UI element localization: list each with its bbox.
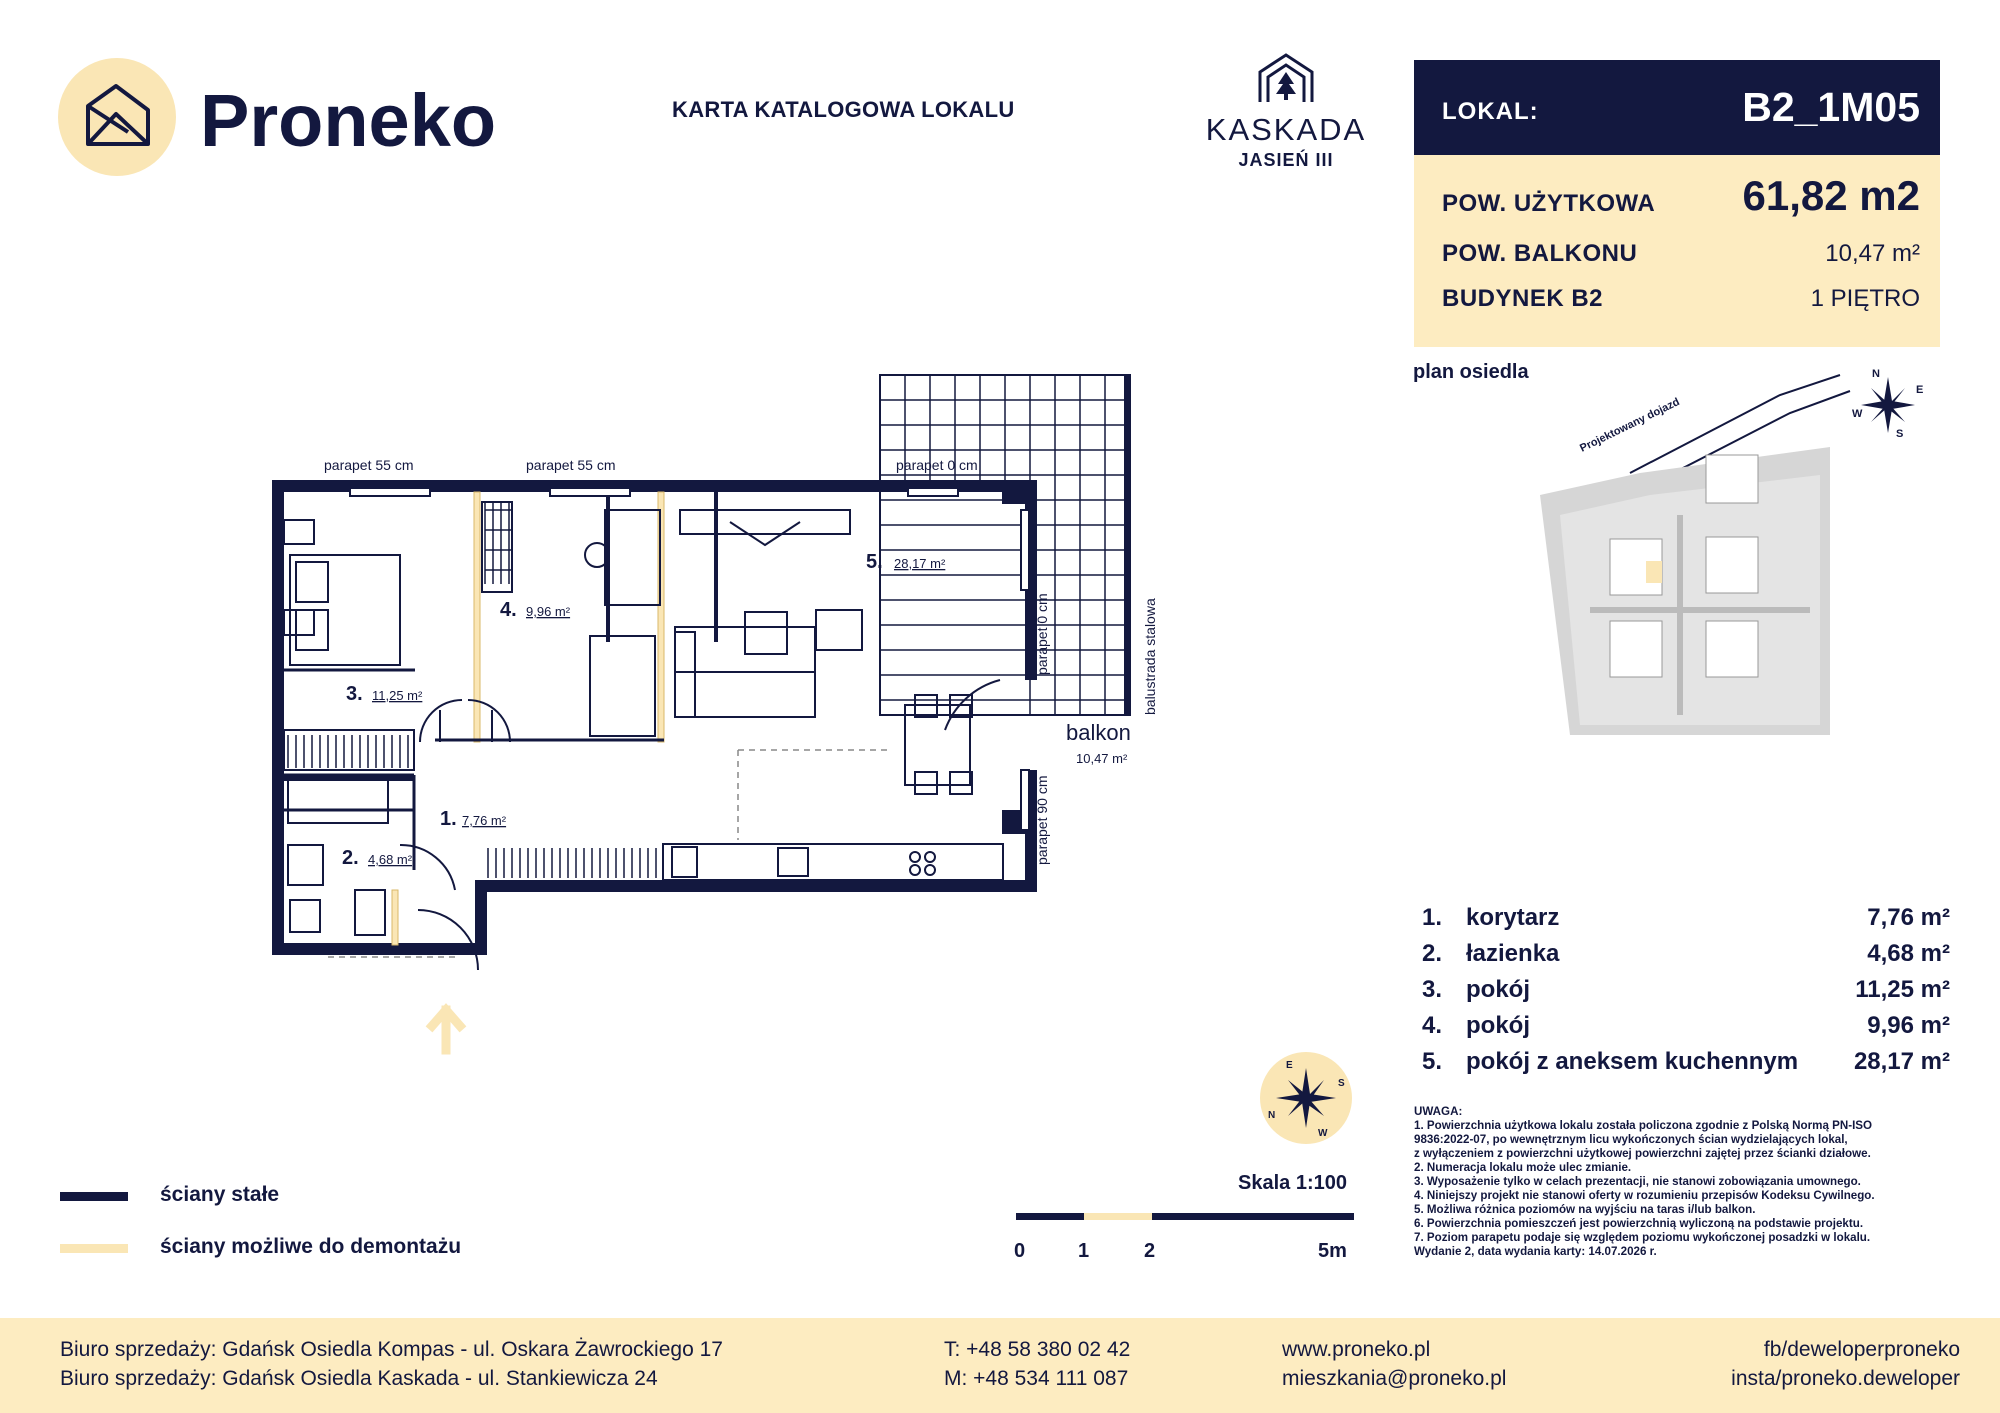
footer bbox=[0, 1318, 2000, 1413]
footer-instagram-link[interactable]: insta/proneko.deweloper bbox=[1731, 1367, 1960, 1390]
room-1-number: 1. bbox=[440, 808, 457, 830]
estate-subtitle: JASIEŃ III bbox=[1238, 150, 1334, 170]
footer-phone-2[interactable]: M: +48 534 111 087 bbox=[944, 1367, 1129, 1390]
note-line: Wydanie 2, data wydania karty: 14.07.2026 r. bbox=[1414, 1245, 1657, 1258]
room-3-area: 11,25 m² bbox=[372, 688, 423, 703]
room-list-name: łazienka bbox=[1466, 940, 1560, 967]
room-5-area: 28,17 m² bbox=[894, 556, 946, 571]
notes-block bbox=[1414, 1105, 1942, 1259]
brand-logo bbox=[58, 58, 176, 176]
room-1-area: 7,76 m² bbox=[462, 813, 507, 828]
room-list-name: pokój z aneksem kuchennym bbox=[1466, 1048, 1799, 1075]
parapet-label: parapet 0 cm bbox=[896, 457, 978, 473]
site-road-label: Projektowany dojazd bbox=[1578, 395, 1682, 455]
room-5-number: 5. bbox=[866, 551, 883, 573]
legend-removable-label: ściany możliwe do demontażu bbox=[160, 1235, 462, 1258]
unit-card-body bbox=[1414, 155, 1940, 347]
site-compass-w: W bbox=[1852, 408, 1863, 420]
room-list-area: 7,76 m² bbox=[1867, 904, 1950, 931]
scale-tick: 5m bbox=[1318, 1240, 1347, 1262]
room-list-item bbox=[1422, 940, 1950, 976]
scale-tick: 0 bbox=[1014, 1240, 1026, 1262]
legend-removable-swatch bbox=[60, 1244, 128, 1253]
site-building bbox=[1706, 537, 1758, 593]
compass-n: N bbox=[1268, 1110, 1276, 1121]
site-compass-s: S bbox=[1896, 428, 1904, 440]
entrance-arrow-icon bbox=[432, 1010, 460, 1050]
house-logo-icon bbox=[58, 58, 176, 176]
site-compass-e: E bbox=[1916, 384, 1924, 396]
room-2-area: 4,68 m² bbox=[368, 852, 413, 867]
footer-office-1: Biuro sprzedaży: Gdańsk Osiedla Kompas - ul. Oskara Żawrockiego 17 bbox=[60, 1338, 723, 1361]
note-line: 5. Możliwa różnica poziomów na wyjściu na taras i/lub balkon. bbox=[1414, 1203, 1756, 1216]
room-4-area: 9,96 m² bbox=[526, 604, 571, 619]
room-3-number: 3. bbox=[346, 683, 363, 705]
room-list-item bbox=[1422, 1012, 1950, 1048]
footer-office-2: Biuro sprzedaży: Gdańsk Osiedla Kaskada - ul. Stankiewicza 24 bbox=[60, 1367, 658, 1390]
room-2-number: 2. bbox=[342, 847, 359, 869]
parapet-label: parapet 0 cm bbox=[1034, 593, 1050, 675]
compass-w: W bbox=[1318, 1128, 1328, 1139]
footer-phone-1[interactable]: T: +48 58 380 02 42 bbox=[944, 1338, 1131, 1361]
compass-s: S bbox=[1338, 1078, 1345, 1089]
room-list-item bbox=[1422, 1048, 1950, 1084]
balcony-area: 10,47 m² bbox=[1076, 751, 1128, 766]
note-line: 9836:2022-07, po wewnętrznym licu wykończonych ścian wydzielających lokal, bbox=[1414, 1133, 1848, 1146]
room-list-number: 1. bbox=[1422, 904, 1443, 931]
unit-card-header bbox=[1414, 60, 1940, 155]
usable-area-label: POW. UŻYTKOWA bbox=[1442, 190, 1656, 217]
room-list-area: 28,17 m² bbox=[1853, 1048, 1950, 1075]
parapet-label: parapet 55 cm bbox=[526, 457, 616, 473]
site-plan-map bbox=[1530, 355, 1960, 740]
scale-tick: 2 bbox=[1144, 1240, 1156, 1262]
footer-facebook-link[interactable]: fb/deweloperproneko bbox=[1763, 1338, 1960, 1361]
room-list-number: 5. bbox=[1422, 1048, 1443, 1075]
room-list-name: pokój bbox=[1466, 976, 1530, 1003]
balcony-label: balkon bbox=[1066, 720, 1131, 745]
balcony-tiles bbox=[880, 375, 1130, 715]
estate-name: KASKADA bbox=[1205, 112, 1367, 147]
unit-label: LOKAL: bbox=[1442, 98, 1539, 125]
note-line: z wyłączeniem z powierzchni użytkowej powierzchni zajętej przez ścianki działowe. bbox=[1414, 1147, 1871, 1160]
site-building bbox=[1610, 621, 1662, 677]
room-list-area: 4,68 m² bbox=[1867, 940, 1950, 967]
site-building-highlight bbox=[1646, 561, 1662, 583]
room-list-item bbox=[1422, 904, 1950, 940]
room-list-number: 3. bbox=[1422, 976, 1443, 1003]
room-list-name: korytarz bbox=[1466, 904, 1560, 931]
balcony-area-value: 10,47 m² bbox=[1825, 240, 1920, 267]
parapet-label: parapet 90 cm bbox=[1034, 775, 1050, 865]
usable-area-value: 61,82 m2 bbox=[1742, 172, 1920, 219]
scale-bar-segment bbox=[1084, 1213, 1152, 1220]
room-list-name: pokój bbox=[1466, 1012, 1530, 1039]
kaskada-logo-icon bbox=[1254, 52, 1318, 104]
room-list-number: 4. bbox=[1422, 1012, 1443, 1039]
footer-email-link[interactable]: mieszkania@proneko.pl bbox=[1282, 1367, 1507, 1390]
note-line: UWAGA: bbox=[1414, 1105, 1463, 1118]
site-plan-label: plan osiedla bbox=[1413, 361, 1529, 383]
floor-plan bbox=[260, 370, 1160, 1060]
building-label: BUDYNEK B2 bbox=[1442, 285, 1604, 312]
footer-website-link[interactable]: www.proneko.pl bbox=[1282, 1338, 1431, 1361]
note-line: 7. Poziom parapetu podaje się względem poziomu wykończonej posadzki w lokalu. bbox=[1414, 1231, 1871, 1244]
room-4-number: 4. bbox=[500, 599, 517, 621]
site-building bbox=[1706, 455, 1758, 503]
note-line: 3. Wyposażenie tylko w celach prezentacji, nie stanowi zobowiązania umownego. bbox=[1414, 1175, 1861, 1188]
scale-title: Skala 1:100 bbox=[1238, 1172, 1347, 1194]
balcony-area-label: POW. BALKONU bbox=[1442, 240, 1638, 267]
site-compass-icon bbox=[1861, 377, 1915, 433]
unit-id: B2_1M05 bbox=[1742, 84, 1920, 130]
brand-name: Proneko bbox=[200, 79, 497, 162]
note-line: 1. Powierzchnia użytkowa lokalu została policzona zgodnie z Polską Normą PN-ISO bbox=[1414, 1119, 1873, 1132]
railing-label: balustrada stalowa bbox=[1142, 598, 1158, 715]
room-list-area: 9,96 m² bbox=[1867, 1012, 1950, 1039]
floor-compass bbox=[1258, 1050, 1358, 1150]
room-list-number: 2. bbox=[1422, 940, 1443, 967]
room-list-area: 11,25 m² bbox=[1855, 976, 1950, 1003]
legend-fixed-label: ściany stałe bbox=[160, 1183, 280, 1206]
note-line: 4. Niniejszy projekt nie stanowi oferty w rozumieniu przepisów Kodeksu Cywilnego. bbox=[1414, 1189, 1875, 1202]
site-compass-n: N bbox=[1872, 368, 1880, 380]
scale-tick: 1 bbox=[1078, 1240, 1090, 1262]
floor-value: 1 PIĘTRO bbox=[1810, 285, 1920, 312]
scale-bar-segment bbox=[1016, 1213, 1084, 1220]
compass-e: E bbox=[1286, 1060, 1293, 1071]
legend-fixed-swatch bbox=[60, 1192, 128, 1201]
parapet-label: parapet 55 cm bbox=[324, 457, 414, 473]
scale-bar-segment bbox=[1152, 1213, 1354, 1220]
note-line: 6. Powierzchnia pomieszczeń jest powierzchnią wyliczoną na podstawie projektu. bbox=[1414, 1217, 1864, 1230]
site-building bbox=[1706, 621, 1758, 677]
room-list-item bbox=[1422, 976, 1950, 1012]
note-line: 2. Numeracja lokalu może ulec zmianie. bbox=[1414, 1161, 1632, 1174]
document-title: KARTA KATALOGOWA LOKALU bbox=[672, 97, 1015, 122]
